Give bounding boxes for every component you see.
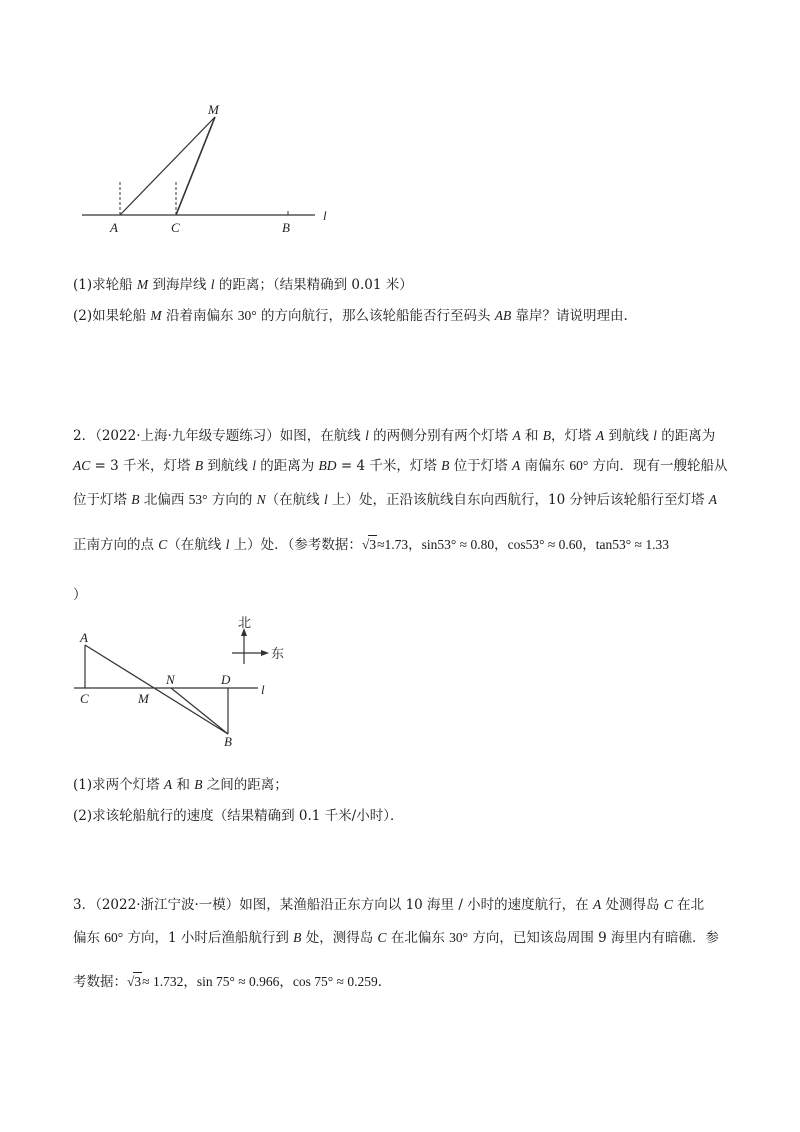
label-n: N <box>166 672 175 687</box>
label-l: l <box>323 208 327 223</box>
label-east: 东 <box>271 647 285 662</box>
q1-sub2: (2)如果轮船 M 沿着南偏东 30° 的方向航行，那么该轮船能否行至码头 AB 靠岸？请说明理由. <box>73 308 628 324</box>
label-m: M <box>208 102 219 117</box>
segment-nb <box>171 688 228 734</box>
label-d: D <box>221 672 231 687</box>
figure-1-svg <box>70 100 350 240</box>
q2-line3: 位于灯塔 B 北偏西 53° 方向的 N（在航线 l 上）处，正沿该航线自东向西航行，10 分钟后该轮船行至灯塔 A <box>73 492 718 508</box>
label-c: C <box>80 691 89 706</box>
segment-am <box>120 117 215 215</box>
figure-1-diagram <box>70 100 350 240</box>
label-a: A <box>110 220 118 235</box>
segment-cm <box>176 117 215 215</box>
label-c: C <box>171 220 180 235</box>
label-m: M <box>138 691 149 706</box>
q3-line3: 考数据：√3≈ 1.732，sin 75° ≈ 0.966，cos 75° ≈ 0.259． <box>73 974 392 990</box>
q1-sub1: (1)求轮船 M 到海岸线 l 的距离；（结果精确到 0.01 米） <box>73 277 413 293</box>
q2-line4: 正南方向的点 C（在航线 l 上）处．（参考数据：√3≈1.73，sin53° ≈ 0.80，cos53° ≈ 0.60，tan53° ≈ 1.33 <box>73 537 669 553</box>
sqrt-3-q3: √3 <box>127 974 142 989</box>
east-arrow-icon <box>261 650 269 656</box>
label-a: A <box>80 630 88 645</box>
q2-sub2: (2)求该轮船航行的速度（结果精确到 0.1 千米/小时）． <box>73 808 404 824</box>
label-l: l <box>261 682 265 697</box>
q2-line2: AC = 3 千米，灯塔 B 到航线 l 的距离为 BD = 4 千米，灯塔 B 位于灯塔 A 南偏东 60° 方向．现有一艘轮船从 <box>73 458 728 474</box>
segment-ab <box>85 645 228 734</box>
sqrt-3: √3 <box>361 537 377 552</box>
figure-2-svg <box>70 612 370 757</box>
q3-line1: 3．（2022·浙江宁波·一模）如图，某渔船沿正东方向以 10 海里 / 小时的速度航行，在 A 处测得岛 C 在北 <box>73 897 705 913</box>
q3-line2: 偏东 60° 方向，1 小时后渔船航行到 B 处，测得岛 C 在北偏东 30° 方向，已知该岛周围 9 海里内有暗礁．参 <box>73 930 719 946</box>
label-north: 北 <box>238 616 252 631</box>
figure-2-diagram <box>70 612 370 757</box>
q2-line1: 2．（2022·上海·九年级专题练习）如图，在航线 l 的两侧分别有两个灯塔 A 和 B，灯塔 A 到航线 l 的距离为 <box>73 428 716 444</box>
q2-sub1: (1)求两个灯塔 A 和 B 之间的距离； <box>73 777 288 793</box>
label-b: B <box>224 734 232 749</box>
label-b: B <box>282 220 290 235</box>
q2-line5: ） <box>73 587 87 603</box>
